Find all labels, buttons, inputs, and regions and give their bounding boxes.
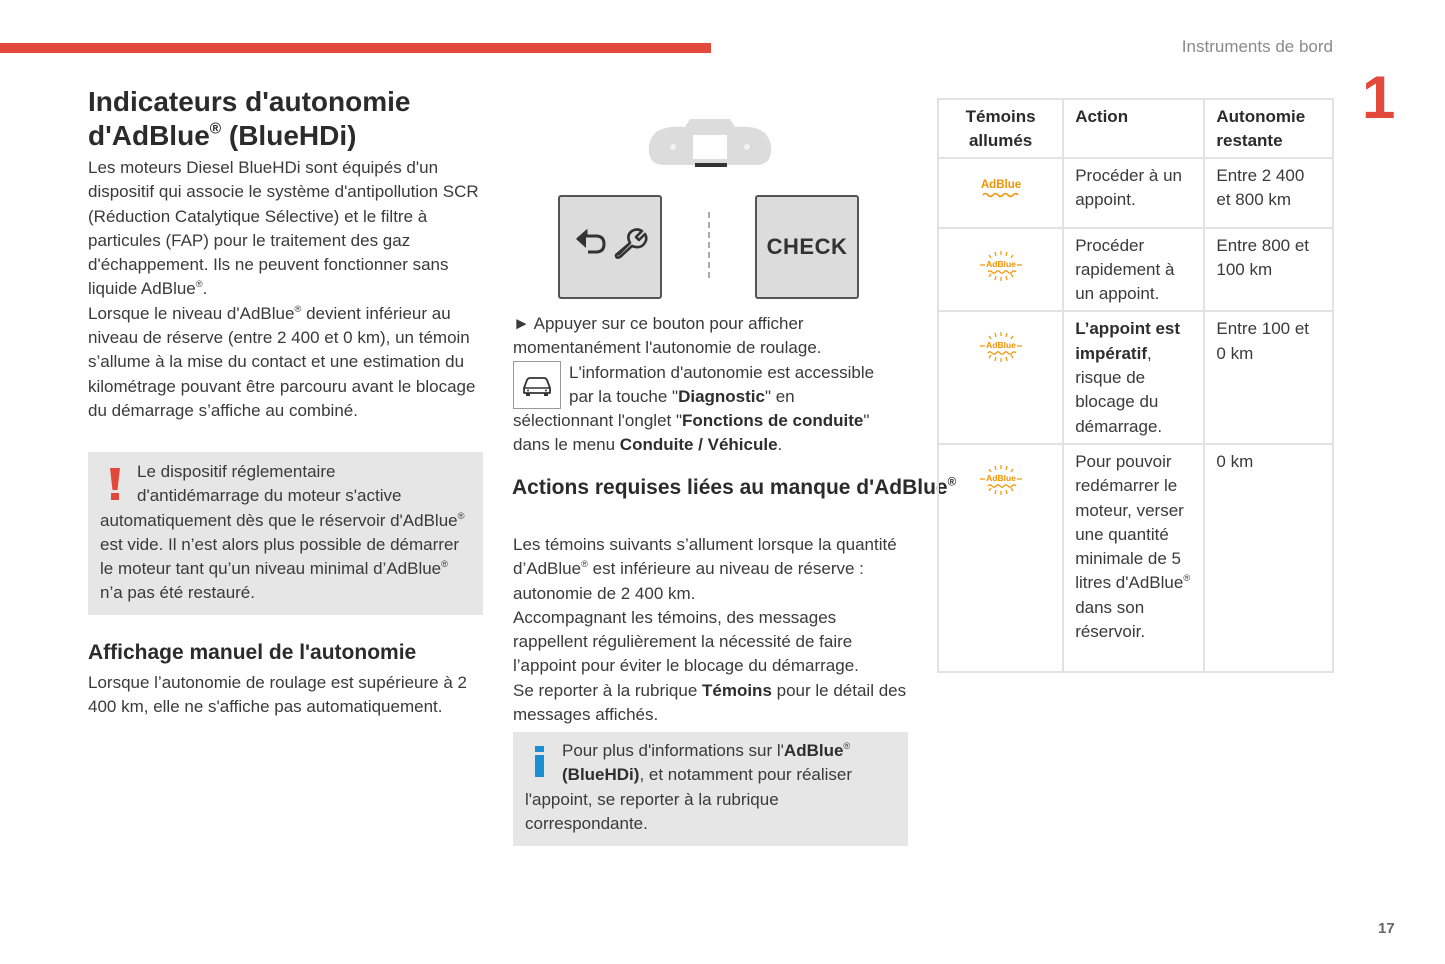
- divider: [708, 212, 710, 278]
- range-cell: 0 km: [1204, 444, 1333, 672]
- back-arrow-icon: [558, 195, 662, 299]
- warning-line-2: d'antidémarrage du moteur s'active: [137, 486, 402, 506]
- info-line-2: (BlueHDi), et notamment pour réaliser: [562, 765, 853, 785]
- range-cell: Entre 100 et 0 km: [1204, 311, 1333, 443]
- adblue-flashing-icon: [976, 463, 1026, 497]
- adblue-flashing-icon: [976, 249, 1026, 283]
- car-icon: [514, 362, 560, 408]
- header-remaining-range: Autonomie restante: [1204, 99, 1333, 158]
- svg-text:AdBlue: AdBlue: [985, 340, 1016, 351]
- adblue-warning-icon: [976, 174, 1026, 204]
- action-cell: Pour pouvoir redémarrer le moteur, verser une quantité minimale de 5 litres d'AdBlue® dans son réservoir.: [1063, 444, 1204, 672]
- info-box: [513, 732, 908, 846]
- press-instruction: ► Appuyer sur ce bouton pour afficher momentanément l'autonomie de roulage.: [513, 314, 822, 358]
- svg-text:AdBlue: AdBlue: [980, 178, 1021, 191]
- wrench-icon: [616, 230, 646, 258]
- intro-text: Les moteurs Diesel BlueHDi sont équipés d'un dispositif qui associe le système d'antipollution SCR (Réduction Catalytique Sélective) et le filtre à particules (FAP) pour le traitement des gaz d'échappement. Ils ne peuvent fonctionner sans liquide AdBlue®. Lorsque le niveau d'AdBlue® devient inférieur au niveau de réserve (entre 2 400 et 0 km), un témoin s’allume à la mise du contact et une estimation du kilométrage pouvant être parcouru avant le blocage du démarrage s’affiche au combiné.: [88, 158, 479, 420]
- diagnostic-line-2: par la touche "Diagnostic" en: [569, 386, 795, 406]
- svg-text:AdBlue: AdBlue: [985, 472, 1016, 483]
- range-cell: Entre 800 et 100 km: [1204, 228, 1333, 312]
- chapter-number: 1: [1362, 64, 1396, 131]
- table-header-row: [938, 99, 1333, 158]
- info-line-1: Pour plus d'informations sur l'AdBlue®: [562, 741, 851, 760]
- header-accent-bar: [0, 43, 711, 53]
- back-wrench-button[interactable]: [558, 195, 662, 299]
- adblue-indicator-table: [937, 98, 1334, 673]
- adblue-flashing-icon: [976, 330, 1026, 364]
- actions-text: Les témoins suivants s’allument lorsque la quantité d’AdBlue® est inférieure au niveau de réserve : autonomie de 2 400 km. Accompagnant les témoins, des messages rappellent régulièrement la nécessité de faire l’appoint pour éviter le blocage du démarrage. Se reporter à la rubrique Témoins pour le détail des messages affichés.: [513, 535, 907, 725]
- section-title: Instruments de bord: [1181, 37, 1333, 56]
- diagnostic-line-1: L'information d'autonomie est accessible: [569, 362, 875, 382]
- svg-text:AdBlue: AdBlue: [985, 258, 1016, 269]
- actions-heading: Actions requises liées au manque d'AdBlue®: [512, 476, 957, 499]
- page-number: 17: [1378, 920, 1395, 937]
- manual-display-heading: Affichage manuel de l'autonomie: [88, 641, 417, 664]
- table-row: [938, 158, 1333, 228]
- action-cell: Procéder à un appoint.: [1063, 158, 1204, 228]
- warning-rest: automatiquement dès que le réservoir d'AdBlue® est vide. Il n’est alors plus possible de démarrer le moteur tant qu’un niveau minimal d’AdBlue® n’a pas été restauré.: [100, 510, 465, 603]
- table-row: [938, 311, 1333, 443]
- info-rest: l'appoint, se reporter à la rubrique correspondante.: [525, 789, 779, 833]
- header-warning-lights: Témoins allumés: [938, 99, 1063, 158]
- warning-line-1: Le dispositif réglementaire: [137, 462, 336, 481]
- header-action: Action: [1063, 99, 1204, 158]
- range-cell: Entre 2 400 et 800 km: [1204, 158, 1333, 228]
- table-row: [938, 228, 1333, 312]
- check-button[interactable]: CHECK: [755, 195, 859, 299]
- diagnostic-rest: sélectionnant l'onglet "Fonctions de conduite" dans le menu Conduite / Véhicule.: [513, 411, 870, 455]
- manual-display-text: Lorsque l’autonomie de roulage est supérieure à 2 400 km, elle ne s'affiche pas automatiquement.: [88, 673, 467, 717]
- instrument-cluster-icon: [645, 115, 775, 170]
- table-row: [938, 444, 1333, 672]
- action-cell: Procéder rapidement à un appoint.: [1063, 228, 1204, 312]
- vehicle-menu-icon: [513, 361, 561, 409]
- warning-box: [88, 452, 483, 615]
- action-cell: L’appoint est impératif, risque de blocage du démarrage.: [1063, 311, 1204, 443]
- page-title: Indicateurs d'autonomie d'AdBlue® (BlueHDi): [88, 86, 411, 151]
